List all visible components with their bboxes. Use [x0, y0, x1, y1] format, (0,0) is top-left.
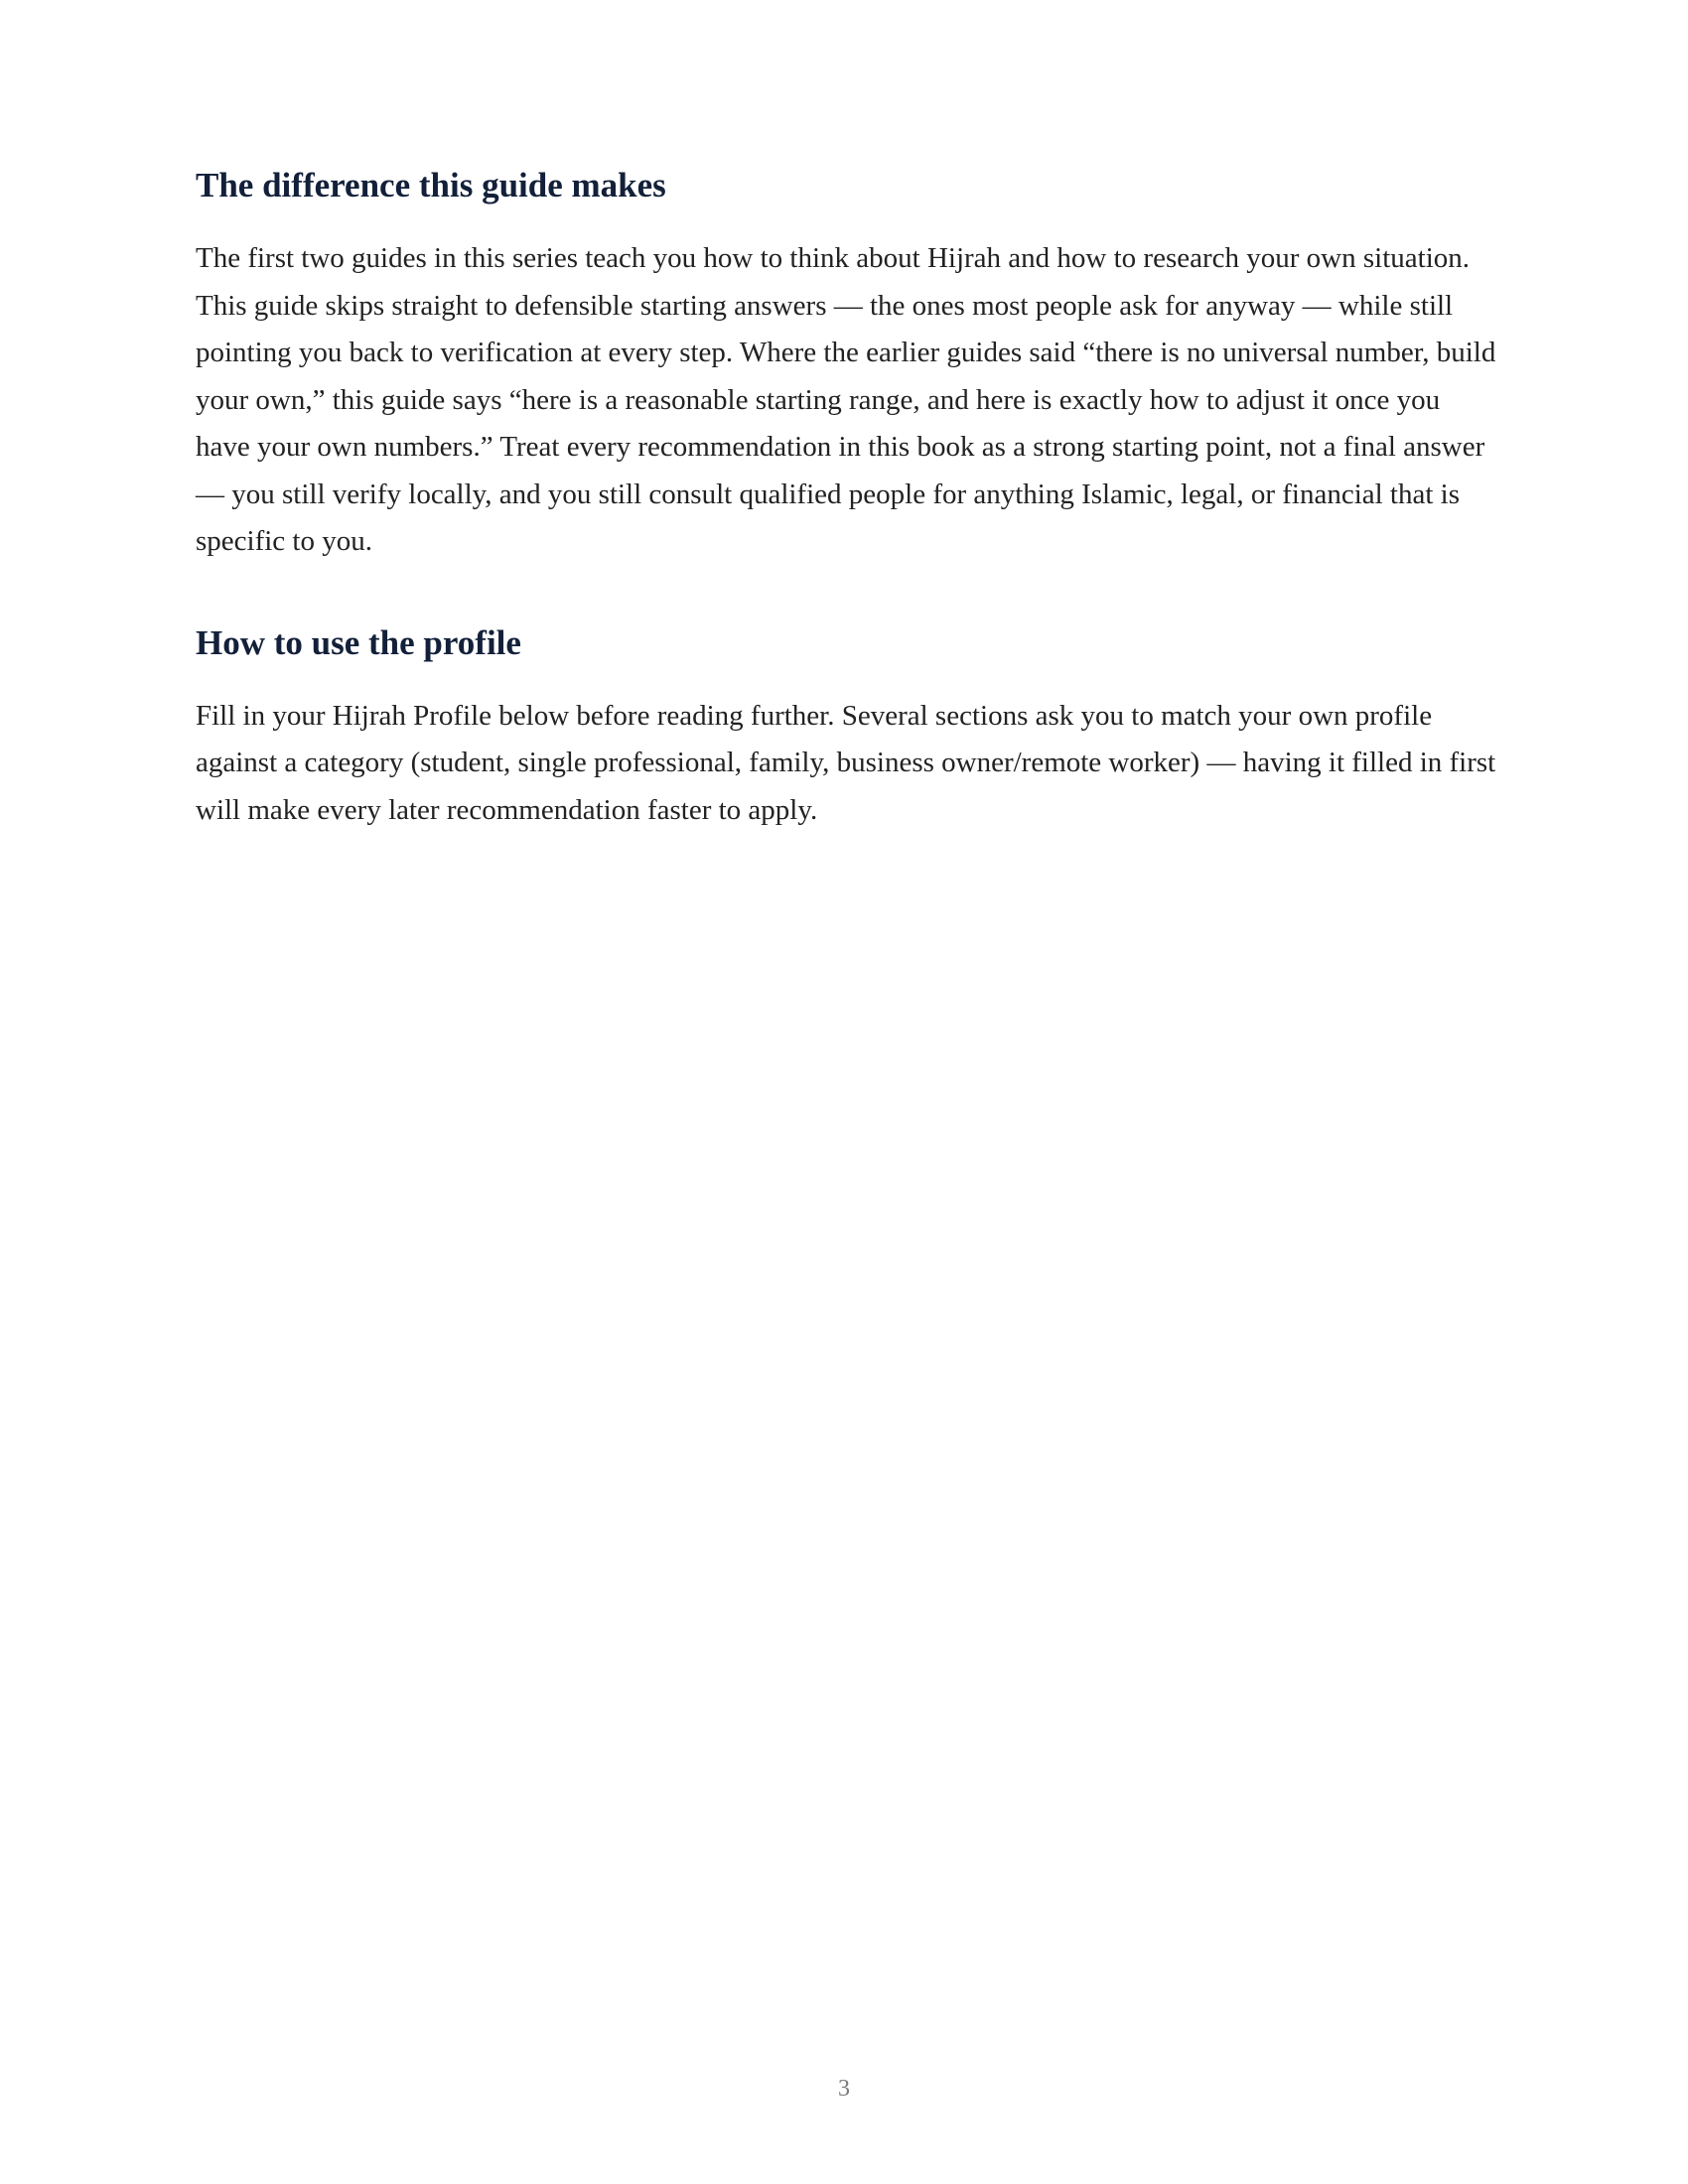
section-body-profile: Fill in your Hijrah Profile below before reading further. Several sections ask you to match your own profile against a category (student, single professional, family, business owner/remote worker) — having it filled in first will make every later recommendation faster to apply. — [196, 699, 1496, 826]
section-body-difference: The first two guides in this series teach you how to think about Hijrah and how to research your own situation. This guide skips straight to defensible starting answers — the ones most people ask for anyway — while still pointing you back to verification at every step. Where the earlier guides said “there is no universal number, build your own,” this guide says “here is a reasonable starting range, and here is exactly how to adjust it once you have your own numbers.” Treat every recommendation in this book as a strong starting point, not a final answer — you still verify locally, and you still consult qualified people for anything Islamic, legal, or financial that is specific to you. — [196, 242, 1496, 557]
section-heading-difference: The difference this guide makes — [196, 166, 666, 205]
page-content — [196, 163, 1496, 834]
section-heading-profile: How to use the profile — [196, 622, 521, 662]
page-number: 3 — [838, 2076, 850, 2102]
